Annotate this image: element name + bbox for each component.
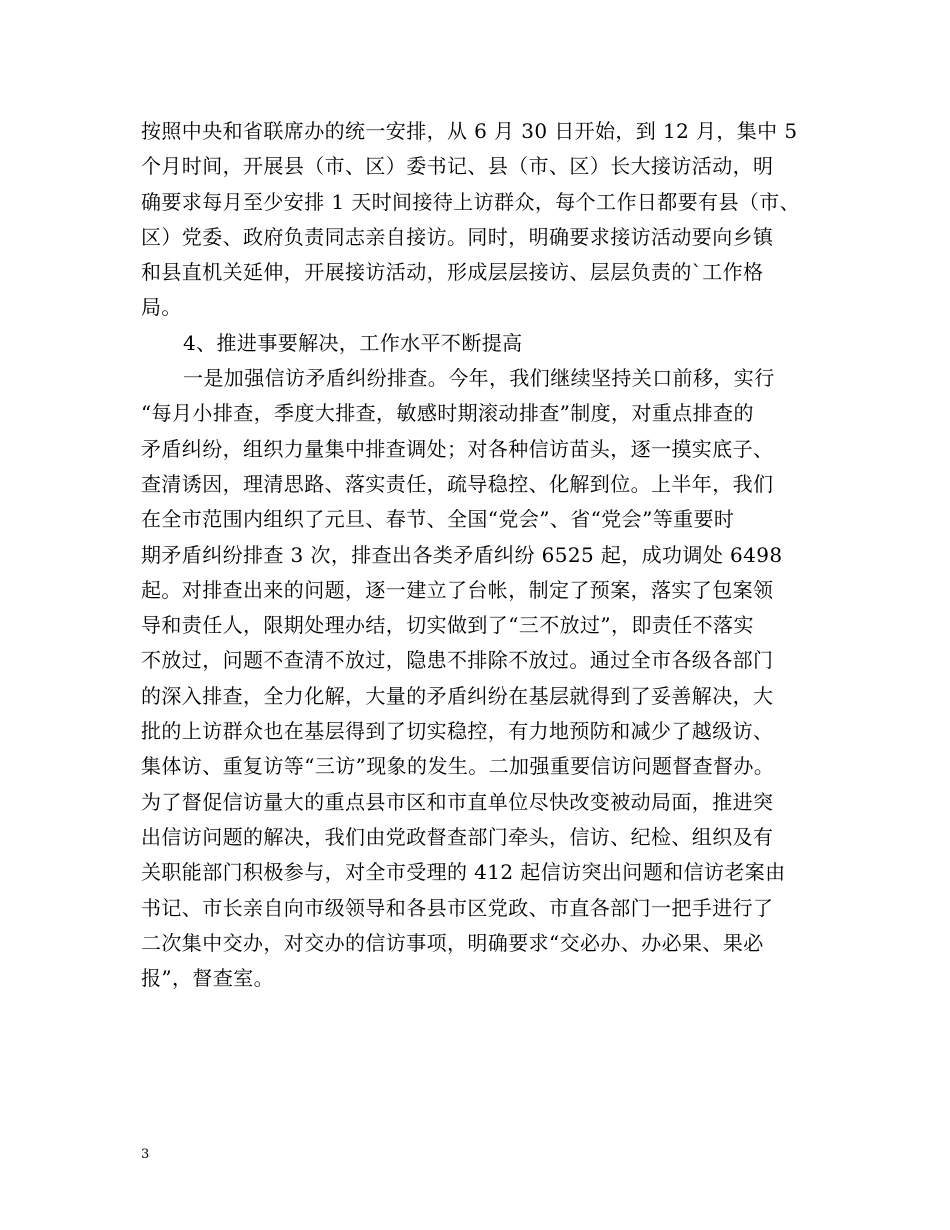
text-line-6: 局。	[141, 295, 182, 320]
text-line-1: 按照中央和省联席办的统一安排，从 6 月 30 日开始，到 12 月，集中 5	[141, 119, 798, 143]
text-line-16: 不放过，问题不查清不放过，隐患不排除不放过。通过全市各级各部门	[141, 648, 774, 673]
text-line-17: 的深入排查，全力化解，大量的矛盾纠纷在基层就得到了妥善解决，大	[141, 683, 774, 708]
text-line-15: 导和责任人，限期处理办结，切实做到了“三不放过”，即责任不落实	[141, 613, 754, 638]
section-heading: 4、推进事要解决，工作水平不断提高	[183, 330, 523, 355]
text-line-13: 期矛盾纠纷排查 3 次，排查出各类矛盾纠纷 6525 起，成功调处 6498	[141, 542, 783, 567]
text-line-8: 一是加强信访矛盾纠纷排查。今年，我们继续坚持关口前移，实行	[183, 366, 775, 391]
text-line-21: 出信访问题的解决，我们由党政督查部门牵头，信访、纪检、组织及有	[141, 824, 774, 849]
text-line-14: 起。对排查出来的问题，逐一建立了台帐，制定了预案，落实了包案领	[141, 577, 774, 602]
text-line-5: 和县直机关延伸，开展接访活动，形成层层接访、层层负责的`工作格	[141, 260, 764, 285]
text-line-2: 个月时间，开展县（市、区）委书记、县（市、区）长大接访活动，明	[141, 154, 774, 179]
body-text	[141, 114, 821, 996]
text-line-3: 确要求每月至少安排 1 天时间接待上访群众，每个工作日都要有县（市、	[141, 189, 801, 214]
text-line-20: 为了督促信访量大的重点县市区和市直单位尽快改变被动局面，推进突	[141, 789, 774, 814]
text-line-18: 批的上访群众也在基层得到了切实稳控，有力地预防和减少了越级访、	[141, 719, 774, 744]
text-line-10: 矛盾纠纷，组织力量集中排查调处；对各种信访苗头，逐一摸实底子、	[141, 436, 774, 461]
text-line-19: 集体访、重复访等“三访”现象的发生。二加强重要信访问题督查督办。	[141, 754, 775, 779]
text-line-24: 二次集中交办，对交办的信访事项，明确要求“交必办、办必果、果必	[141, 930, 764, 955]
text-line-9: “每月小排查，季度大排查，敏感时期滚动排查”制度，对重点排查的	[141, 401, 754, 426]
page-number: 3	[141, 1147, 150, 1162]
text-line-12: 在全市范围内组织了元旦、春节、全国“党会”、省“党会”等重要时	[141, 507, 735, 532]
text-line-4: 区）党委、政府负责同志亲自接访。同时，明确要求接访活动要向乡镇	[141, 224, 774, 249]
text-line-25: 报”，督查室。	[141, 966, 275, 991]
text-line-23: 书记、市长亲自向市级领导和各县市区党政、市直各部门一把手进行了	[141, 895, 774, 920]
text-line-22: 关职能部门积极参与，对全市受理的 412 起信访突出问题和信访老案由	[141, 860, 786, 885]
text-line-11: 查清诱因，理清思路、落实责任，疏导稳控、化解到位。上半年，我们	[141, 471, 774, 496]
